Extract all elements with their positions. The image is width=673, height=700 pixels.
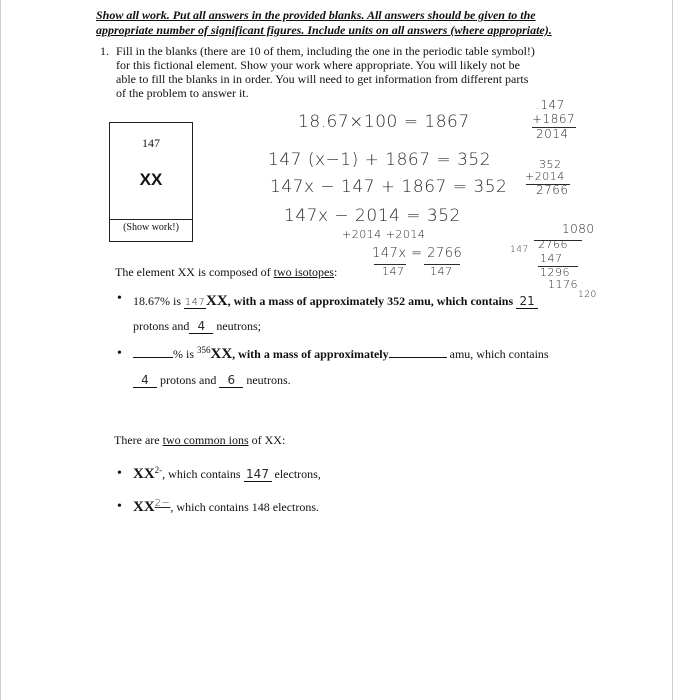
- ion-2-text: , which contains 148 electrons.: [170, 500, 320, 514]
- isotope-1-neutrons-label: neutrons;: [216, 319, 261, 333]
- bullet-icon: •: [117, 499, 122, 514]
- hw-side-4: 352: [539, 158, 562, 171]
- isotope-1-symbol: XX: [206, 293, 228, 309]
- ions-intro-suffix: of XX:: [248, 433, 286, 447]
- question-line: for this fictional element. Show your work where appropriate. You will likely not be: [116, 58, 520, 72]
- hw-denominator-1: 147: [382, 265, 405, 278]
- isotope-1-neutrons-fill[interactable]: 4: [189, 319, 213, 334]
- hw-line-1: 18.67×100 = 1867: [298, 112, 470, 132]
- element-symbol: XX: [139, 170, 163, 189]
- isotope-2-protons-fill[interactable]: 4: [133, 373, 157, 388]
- hw-div-r3: 1176: [548, 278, 578, 291]
- isotopes-intro-suffix: :: [333, 265, 338, 279]
- bullet-icon: •: [117, 346, 122, 361]
- isotope-1-line: [133, 293, 538, 310]
- question-line: able to fill the blanks in in order. You will need to get information from different parts: [116, 72, 529, 86]
- isotope-2-amu-blank[interactable]: [389, 346, 447, 358]
- ion-1-text: , which contains: [162, 467, 241, 481]
- instructions-line-1: Show all work. Put all answers in the provided blanks. All answers should be given to the: [96, 8, 536, 22]
- hw-line-6: 147x = 2766: [372, 246, 463, 261]
- hw-line-2: 147 (x−1) + 1867 = 352: [268, 150, 492, 170]
- hw-side-6: 2766: [536, 183, 569, 197]
- isotope-2-neutrons-label: neutrons.: [246, 373, 291, 387]
- isotope-2-neutrons-fill[interactable]: 6: [219, 373, 243, 388]
- ion-2-charge-fill[interactable]: 2−: [154, 498, 171, 509]
- isotope-2-percent-suffix: % is: [173, 347, 194, 361]
- isotope-2-protons-label: protons and: [160, 373, 217, 387]
- hw-div-r2: 1296: [540, 266, 570, 279]
- isotopes-intro-underlined: two isotopes: [273, 265, 334, 279]
- show-work-label: (Show work!): [110, 219, 192, 233]
- hw-side-2: +1867: [532, 112, 576, 126]
- isotope-1-mass-number-fill[interactable]: 147: [184, 297, 206, 308]
- ion-2-line: [133, 499, 319, 516]
- isotope-2-mass-number: 356: [197, 345, 211, 355]
- isotopes-intro: [115, 265, 337, 280]
- ion-1-suffix: electrons,: [274, 467, 321, 481]
- isotope-1-text: , with a mass of approximately 352 amu, which contains: [227, 294, 514, 308]
- bullet-icon: •: [117, 466, 122, 481]
- hw-line-5: +2014 +2014: [342, 228, 426, 241]
- periodic-table-box: [109, 122, 193, 242]
- isotope-1-line-2: [133, 319, 261, 334]
- hw-side-5: +2014: [525, 170, 565, 183]
- hw-side-3: 2014: [536, 127, 569, 141]
- isotope-1-protons-fill[interactable]: 21: [516, 294, 538, 309]
- bullet-icon: •: [117, 291, 122, 306]
- isotope-2-line: [133, 346, 549, 363]
- isotope-2-line-2: [133, 373, 291, 388]
- question-text: [116, 44, 596, 100]
- hw-denominator-2: 147: [430, 265, 453, 278]
- hw-div-dividend: 2766: [538, 238, 568, 251]
- hw-div-divisor: 147: [510, 245, 529, 255]
- ion-2-symbol: XX: [133, 499, 155, 515]
- ions-intro-underlined: two common ions: [162, 433, 249, 447]
- isotope-1-protons-label: protons and: [133, 319, 190, 333]
- ion-1-charge: 2-: [154, 465, 163, 475]
- question-line: Fill in the blanks (there are 10 of them, including the one in the periodic table symbol!): [116, 44, 535, 58]
- isotope-2-symbol: XX: [210, 346, 233, 362]
- hw-div-r1: 147: [540, 252, 563, 265]
- ion-1-symbol: XX: [133, 466, 155, 482]
- isotope-2-percent-blank[interactable]: [133, 346, 173, 358]
- instructions-line-2: appropriate number of significant figures. Include units on all answers (where appropriate).: [96, 23, 552, 37]
- hw-line-4: 147x − 2014 = 352: [284, 206, 461, 226]
- hw-div-r4: 1080: [562, 222, 595, 236]
- question-line: of the problem to answer it.: [116, 86, 249, 100]
- hw-line-3: 147x − 147 + 1867 = 352: [270, 177, 508, 197]
- atomic-number: 147: [142, 136, 160, 150]
- isotope-2-text: , with a mass of approximately: [232, 347, 389, 361]
- ion-1-line: [133, 466, 321, 483]
- question-number: 1.: [100, 44, 109, 58]
- hw-div-r5: 120: [578, 290, 597, 300]
- ion-1-electrons-fill[interactable]: 147: [244, 467, 272, 482]
- isotope-1-percent: 18.67% is: [133, 294, 181, 308]
- isotope-2-amu-label: amu, which contains: [449, 347, 549, 361]
- hw-side-1: .147: [536, 98, 565, 112]
- instructions-header: [96, 8, 552, 38]
- ions-intro: [114, 433, 285, 448]
- ions-intro-prefix: There are: [114, 433, 163, 447]
- isotopes-intro-prefix: The element XX is composed of: [115, 265, 274, 279]
